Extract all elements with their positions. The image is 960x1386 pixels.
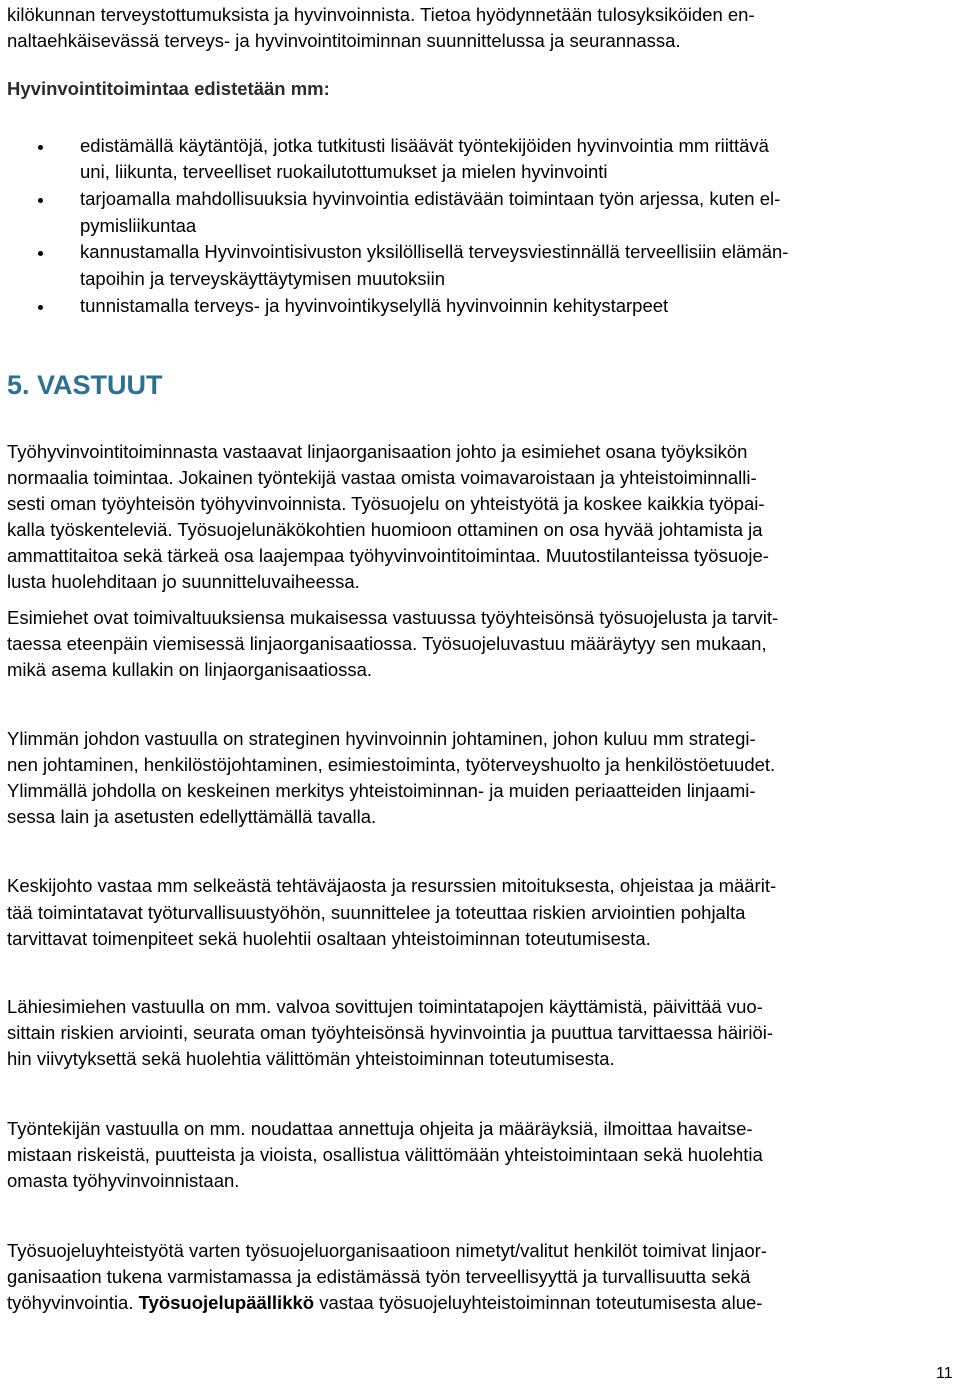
paragraph-line: sittain riskien arviointi, seurata oman työyhteisönsä hyvinvointia ja puuttua tarvittaessa häiriöi-: [7, 1022, 774, 1043]
paragraph-line: taessa eteenpäin viemisessä linjaorganisaatiossa. Työsuojeluvastuu määräytyy sen mukaan,: [7, 633, 767, 654]
bullet-3-line-1: kannustamalla Hyvinvointisivuston yksilöllisellä terveysviestinnällä terveellisiin elämän-: [80, 241, 789, 262]
paragraph-line: tää toimintatavat työturvallisuustyöhön, suunnittelee ja toteuttaa riskien arviointien pohjalta: [7, 902, 746, 923]
paragraph-line: Esimiehet ovat toimivaltuuksiensa mukaisessa vastuussa työyhteisönsä työsuojelusta ja tarvit-: [7, 607, 779, 628]
paragraph-line: Ylimmän johdon vastuulla on strateginen hyvinvoinnin johtaminen, johon kuluu mm strategi-: [7, 728, 756, 749]
bullet-3-line-2: tapoihin ja terveyskäyttäytymisen muutoksiin: [80, 268, 446, 289]
section-heading: 5. VASTUUT: [7, 370, 163, 400]
paragraph-line-mixed: [7, 1294, 762, 1313]
paragraph-line: nen johtaminen, henkilöstöjohtaminen, esimiestoiminta, työterveyshuolto ja henkilöstöetuudet.: [7, 754, 776, 775]
intro-line-1: kilökunnan terveystottumuksista ja hyvinvoinnista. Tietoa hyödynnetään tulosyksiköiden en-: [7, 4, 755, 25]
bullet-icon: [38, 305, 43, 310]
intro-line-2: naltaehkäisevässä terveys- ja hyvinvointitoiminnan suunnittelussa ja seurannassa.: [7, 30, 681, 51]
paragraph-line: mistaan riskeistä, puutteista ja vioista, osallistua välittömään yhteistoimintaan sekä huolehtia: [7, 1144, 763, 1165]
paragraph-line: sesti oman työyhteisön työhyvinvoinnista. Työsuojelu on yhteistyötä ja koskee kaikkia työpai-: [7, 493, 765, 514]
paragraph-line: lusta huolehditaan jo suunnitteluvaiheessa.: [7, 571, 360, 592]
promotion-heading: Hyvinvointitoimintaa edistetään mm:: [7, 78, 330, 99]
paragraph-line: sessa lain ja asetusten edellyttämällä tavalla.: [7, 806, 377, 827]
paragraph-line: normaalia toimintaa. Jokainen työntekijä vastaa omista voimavaroistaan ja yhteistoiminnalli-: [7, 467, 757, 488]
bullet-4-line-1: tunnistamalla terveys- ja hyvinvointikyselyllä hyvinvoinnin kehitystarpeet: [80, 295, 669, 316]
paragraph-line: Lähiesimiehen vastuulla on mm. valvoa sovittujen toimintatapojen käyttämistä, päivittää vuo-: [7, 996, 763, 1017]
bullet-1-line-1: edistämällä käytäntöjä, jotka tutkitusti lisäävät työntekijöiden hyvinvointia mm riittävä: [80, 135, 769, 156]
bullet-icon: [38, 198, 43, 203]
paragraph-line: Työntekijän vastuulla on mm. noudattaa annettuja ohjeita ja määräyksiä, ilmoittaa havaitse-: [7, 1118, 753, 1139]
paragraph-line: mikä asema kullakin on linjaorganisaatiossa.: [7, 659, 373, 680]
bullet-2-line-2: pymisliikuntaa: [80, 215, 197, 236]
text-run: vastaa työsuojeluyhteistoiminnan toteutumisesta alue-: [314, 1292, 763, 1313]
bullet-icon: [38, 145, 43, 150]
paragraph-line: Työhyvinvointitoiminnasta vastaavat linjaorganisaation johto ja esimiehet osana työyksikön: [7, 441, 748, 462]
bullet-2-line-1: tarjoamalla mahdollisuuksia hyvinvointia edistävään toimintaan työn arjessa, kuten el-: [80, 188, 781, 209]
paragraph-line: ammattitaitoa sekä tärkeä osa laajempaa työhyvinvointitoimintaa. Muutostilanteissa työsuoje-: [7, 545, 769, 566]
paragraph-line: ganisaation tukena varmistamassa ja edistämässä työn terveellisyyttä ja turvallisuutta sekä: [7, 1266, 751, 1287]
paragraph-line: Työsuojeluyhteistyötä varten työsuojeluorganisaatioon nimetyt/valitut henkilöt toimivat linjaor-: [7, 1240, 767, 1261]
paragraph-line: Keskijohto vastaa mm selkeästä tehtäväjaosta ja resurssien mitoituksesta, ohjeistaa ja määrit-: [7, 875, 777, 896]
bold-term: Työsuojelupäällikkö: [138, 1292, 315, 1313]
paragraph-line: kalla työskenteleviä. Työsuojelunäkökohtien huomioon ottaminen on osa hyvää johtamista ja: [7, 519, 763, 540]
paragraph-line: hin viivytyksettä sekä huolehtia välittömän yhteistoiminnan toteutumisesta.: [7, 1048, 615, 1069]
bullet-1-line-2: uni, liikunta, terveelliset ruokailutottumukset ja mielen hyvinvointi: [80, 161, 608, 182]
page-number: 11: [936, 1365, 953, 1382]
paragraph-line: tarvittavat toimenpiteet sekä huolehtii osaltaan yhteistoiminnan toteutumisesta.: [7, 928, 651, 949]
paragraph-line: omasta työhyvinvoinnistaan.: [7, 1170, 240, 1191]
paragraph-line: Ylimmällä johdolla on keskeinen merkitys yhteistoiminnan- ja muiden periaatteiden linjaami-: [7, 780, 756, 801]
text-run: työhyvinvointia.: [7, 1292, 139, 1313]
bullet-icon: [38, 251, 43, 256]
